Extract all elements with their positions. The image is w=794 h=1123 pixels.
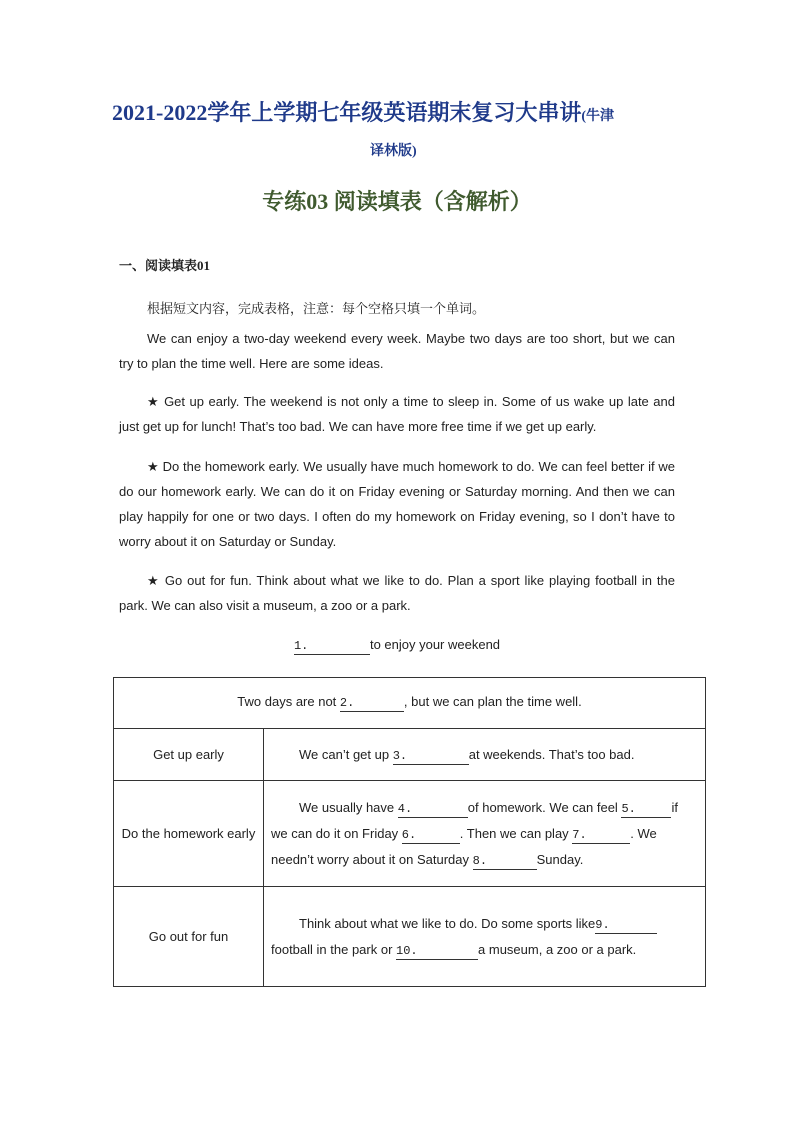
summary-table <box>113 677 706 987</box>
blank-7[interactable]: 7. <box>572 827 630 844</box>
blank-6[interactable]: 6. <box>402 827 460 844</box>
blank-8[interactable]: 8. <box>473 853 537 870</box>
table-row <box>114 678 706 729</box>
table-caption <box>0 635 794 655</box>
passage-paragraph-4: ★ Go out for fun. Think about what we like to do. Plan a sport like playing football in the park. We can also visit a museum, a zoo or a park. <box>119 573 675 613</box>
instruction-text: 根据短文内容，完成表格，注意：每个空格只填一个单词。 <box>147 301 486 316</box>
caption-text: to enjoy your weekend <box>369 637 501 652</box>
passage-paragraph-3: ★ Do the homework early. We usually have much homework to do. We can feel better if we do our homework early. We can do it on Friday evening or Saturday morning. And then we can play happily for one or two days. I often do my homework on Friday evening, so I don’t have to worry about it on Saturday or Sunday. <box>119 459 675 549</box>
title-edition-cont: 译林版) <box>370 144 417 159</box>
blank-4[interactable]: 4. <box>398 801 468 818</box>
blank-5[interactable]: 5. <box>621 801 671 818</box>
blank-3[interactable]: 3. <box>393 748 469 765</box>
blank-1[interactable]: 1. <box>294 638 370 655</box>
title-main: 2021-2022学年上学期七年级英语期末复习大串讲 <box>112 100 582 125</box>
table-row <box>114 887 706 987</box>
table-cell-go-out: Think about what we like to do. Do some sports like9.football in the park or 10. a museum, a zoo or a park. <box>264 887 706 987</box>
table-row <box>114 729 706 781</box>
row-label-get-up-early: Get up early <box>114 729 264 781</box>
table-cell-summary: Two days are not 2. , but we can plan the time well. <box>114 678 706 729</box>
row-label-homework: Do the homework early <box>114 781 264 887</box>
passage-paragraph-2: ★ Get up early. The weekend is not only a time to sleep in. Some of us wake up late and just get up for lunch! That’s too bad. We can have more free time if we get up early. <box>119 394 675 434</box>
row-label-go-out: Go out for fun <box>114 887 264 987</box>
section-heading: 一、阅读填表01 <box>119 258 211 273</box>
table-cell-homework: We usually have 4. of homework. We can feel 5. if we can do it on Friday 6. . Then we can play 7. . We needn’t worry about it on Saturday 8. Sunday. <box>264 781 706 887</box>
table-row <box>114 781 706 887</box>
blank-10[interactable]: 10. <box>396 943 478 960</box>
blank-2[interactable]: 2. <box>340 695 404 712</box>
document-subtitle: 专练03 阅读填表（含解析） <box>262 189 532 214</box>
blank-9[interactable]: 9. <box>595 917 657 934</box>
document-title <box>112 98 712 132</box>
title-edition: (牛津 <box>581 109 614 124</box>
table-cell-get-up: We can’t get up 3. at weekends. That’s too bad. <box>264 729 706 781</box>
passage-paragraph-1: We can enjoy a two-day weekend every week. Maybe two days are too short, but we can try to plan the time well. Here are some ideas. <box>119 331 675 371</box>
